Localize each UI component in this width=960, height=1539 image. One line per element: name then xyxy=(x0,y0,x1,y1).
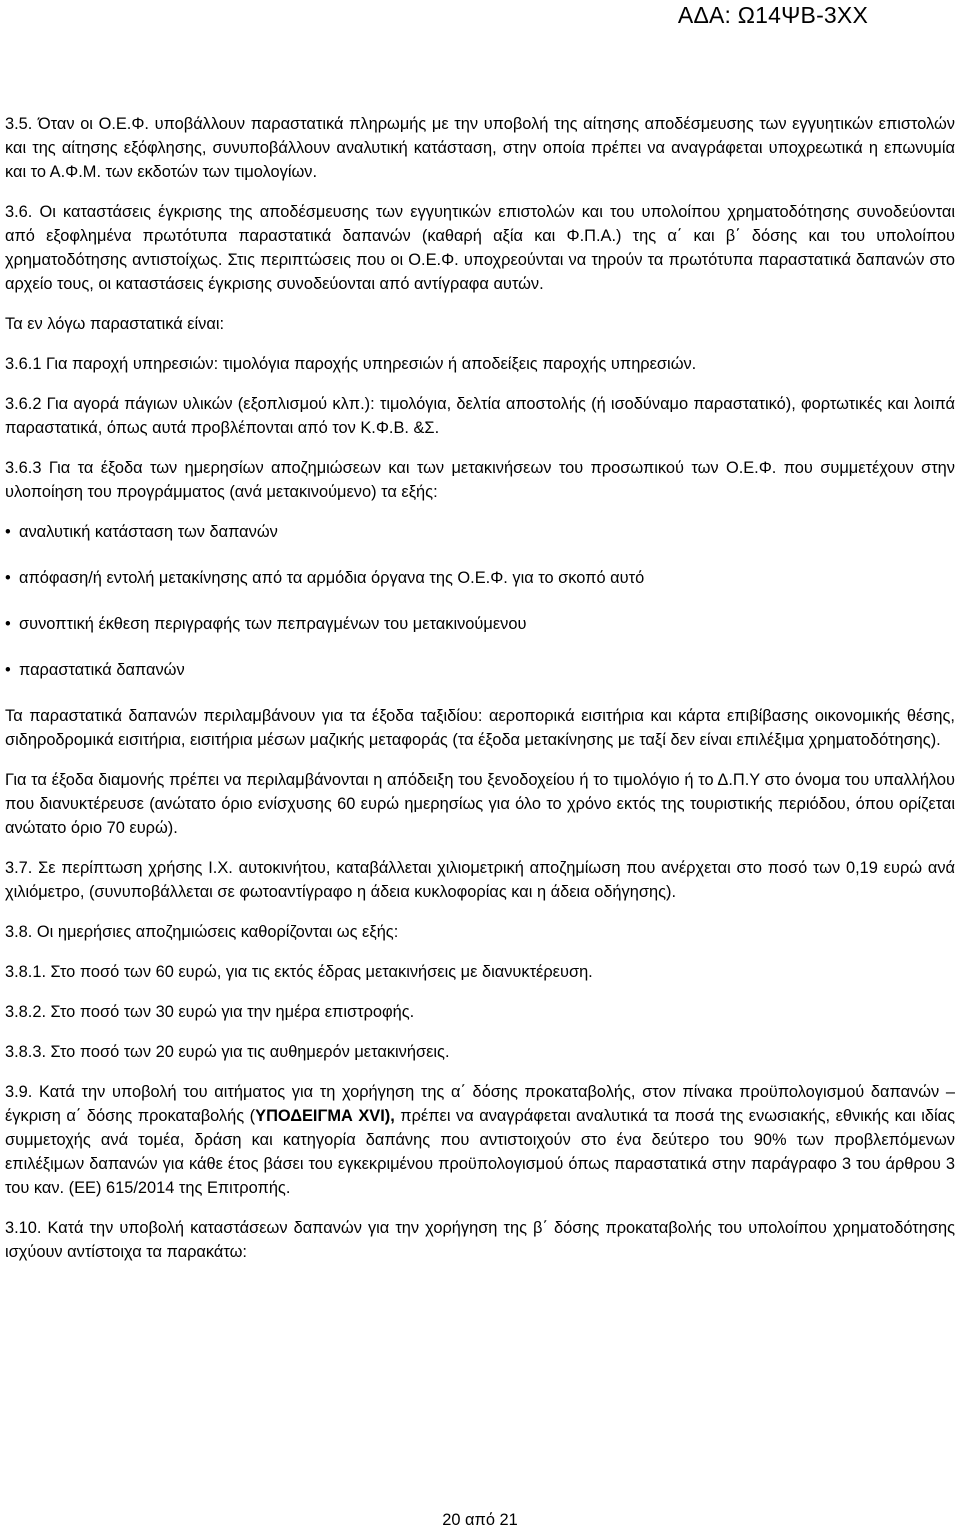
list-item-text: παραστατικά δαπανών xyxy=(19,661,185,679)
list-item xyxy=(5,612,955,636)
paragraph-3-10: 3.10. Κατά την υποβολή καταστάσεων δαπανών για την χορήγηση της β΄ δόσης προκαταβολής του υπολοίπου χρηματοδότησης ισχύουν αντίστοιχα τα παρακάτω: xyxy=(5,1219,955,1261)
paragraph-travel-costs: Τα παραστατικά δαπανών περιλαμβάνουν για τα έξοδα ταξιδίου: αεροπορικά εισιτήρια και κάρτα επιβίβασης οικονομικής θέσης, σιδηροδρομικά εισιτήρια, εισιτήρια μέσων μαζικής μεταφοράς (τα έξοδα μετακίνησης με ταξί δεν είναι επιλέξιμα χρηματοδότησης). xyxy=(5,707,955,749)
page-number: 20 από 21 xyxy=(442,1511,518,1529)
paragraph-3-9-text-start: 3.9. Κατά την υποβολή του αιτήματος για τη χορήγηση της α΄ δόσης προκαταβολής, στον πίνακα προϋπολογισμού δαπανών – έγκριση α΄ δόσης προκαταβολής ( xyxy=(5,1083,955,1125)
paragraph-3-6: 3.6. Οι καταστάσεις έγκρισης της αποδέσμευσης των εγγυητικών επιστολών και του υπολοίπου χρηματοδότησης συνοδεύονται από εξοφλημένα πρωτότυπα παραστατικά δαπανών (καθαρή αξία και Φ.Π.Α.) της α΄ και β΄ δόσης και του υπολοίπου χρηματοδότησης αντιστοίχως. Στις περιπτώσεις που οι Ο.Ε.Φ. υποχρεούνται να τηρούν τα πρωτότυπα παραστατικά δαπανών στο αρχείο τους, οι καταστάσεις έγκρισης συνοδεύονται από αντίγραφα αυτών. xyxy=(5,203,955,293)
paragraph-3-9-text-end: πρέπει να αναγράφεται αναλυτικά τα ποσά της ενωσιακής, εθνικής και ιδίας συμμετοχής ανά τομέα, δράση και κατηγορία δαπάνης που αντιστοιχούν στο ένα δεύτερο του 90% των προβλεπόμενων επιλέξιμων δαπανών για κάθε έτος βάσει του εγκεκριμένου προϋπολογισμού όπως παραστατικά στην παράγραφο 3 του άρθρου 3 του καν. (ΕΕ) 615/2014 της Επιτροπής. xyxy=(5,1107,955,1197)
document-code: ΑΔΑ: Ω14ΨΒ-3ΧΧ xyxy=(677,2,868,28)
list-item xyxy=(5,520,955,544)
paragraph-3-8-1: 3.8.1. Στο ποσό των 60 ευρώ, για τις εκτός έδρας μετακινήσεις με διανυκτέρευση. xyxy=(5,963,593,981)
paragraph-3-7: 3.7. Σε περίπτωση χρήσης Ι.Χ. αυτοκινήτου, καταβάλλεται χιλιομετρική αποζημίωση που ανέρχεται στο ποσό των 0,19 ευρώ ανά χιλιόμετρο, (συνυποβάλλεται σε φωτοαντίγραφο η άδεια κυκλοφορίας και η άδεια οδήγησης). xyxy=(5,859,955,901)
list-item xyxy=(5,566,955,590)
paragraph-3-6-2: 3.6.2 Για αγορά πάγιων υλικών (εξοπλισμού κλπ.): τιμολόγια, δελτία αποστολής (ή ισοδύναμο παραστατικό), φορτωτικές και λοιπά παραστατικά, όπως αυτά προβλέπονται από τον Κ.Φ.Β. &Σ. xyxy=(5,395,955,437)
list-item-text: απόφαση/ή εντολή μετακίνησης από τα αρμόδια όργανα της Ο.Ε.Φ. για το σκοπό αυτό xyxy=(19,569,645,587)
bullet-icon: • xyxy=(5,615,11,633)
paragraph-3-8-3: 3.8.3. Στο ποσό των 20 ευρώ για τις αυθημερόν μετακινήσεις. xyxy=(5,1043,450,1061)
list-item-text: αναλυτική κατάσταση των δαπανών xyxy=(19,523,278,541)
paragraph-3-6-1: 3.6.1 Για παροχή υπηρεσιών: τιμολόγια παροχής υπηρεσιών ή αποδείξεις παροχής υπηρεσιών. xyxy=(5,355,697,373)
paragraph-stay-costs: Για τα έξοδα διαμονής πρέπει να περιλαμβάνονται η απόδειξη του ξενοδοχείου ή το τιμολόγιο ή το Δ.Π.Υ στο όνομα του υπαλλήλου που διανυκτέρευσε (ανώτατο όριο ενίσχυσης 60 ευρώ ημερησίως για όλο το χρόνο εκτός της τουριστικής περιόδου, όπου ορίζεται ανώτατο όριο 70 ευρώ). xyxy=(5,771,955,837)
list-item-text: συνοπτική έκθεση περιγραφής των πεπραγμένων του μετακινούμενου xyxy=(19,615,527,633)
template-reference: ΥΠΟΔΕΙΓΜΑ XVI), xyxy=(255,1107,395,1125)
list-item xyxy=(5,658,955,682)
bullet-icon: • xyxy=(5,569,11,587)
paragraph-3-6-intro: Τα εν λόγω παραστατικά είναι: xyxy=(5,315,225,333)
paragraph-3-8: 3.8. Οι ημερήσιες αποζημιώσεις καθορίζονται ως εξής: xyxy=(5,923,399,941)
paragraph-3-8-2: 3.8.2. Στο ποσό των 30 ευρώ για την ημέρα επιστροφής. xyxy=(5,1003,415,1021)
bullet-icon: • xyxy=(5,661,11,679)
paragraph-3-9 xyxy=(5,1080,955,1200)
document-body xyxy=(5,112,955,1280)
paragraph-3-6-3: 3.6.3 Για τα έξοδα των ημερησίων αποζημιώσεων και των μετακινήσεων του προσωπικού των Ο.Ε.Φ. που συμμετέχουν στην υλοποίηση του προγράμματος (ανά μετακινούμενο) τα εξής: xyxy=(5,459,955,501)
bullet-icon: • xyxy=(5,523,11,541)
paragraph-3-5: 3.5. Όταν οι Ο.Ε.Φ. υποβάλλουν παραστατικά πληρωμής με την υποβολή της αίτησης αποδέσμευσης των εγγυητικών επιστολών και της αίτησης εξόφλησης, συνυποβάλλουν αναλυτική κατάσταση, στην οποία πρέπει να αναγράφεται υποχρεωτικά η επωνυμία και το Α.Φ.Μ. των εκδοτών των τιμολογίων. xyxy=(5,115,955,181)
